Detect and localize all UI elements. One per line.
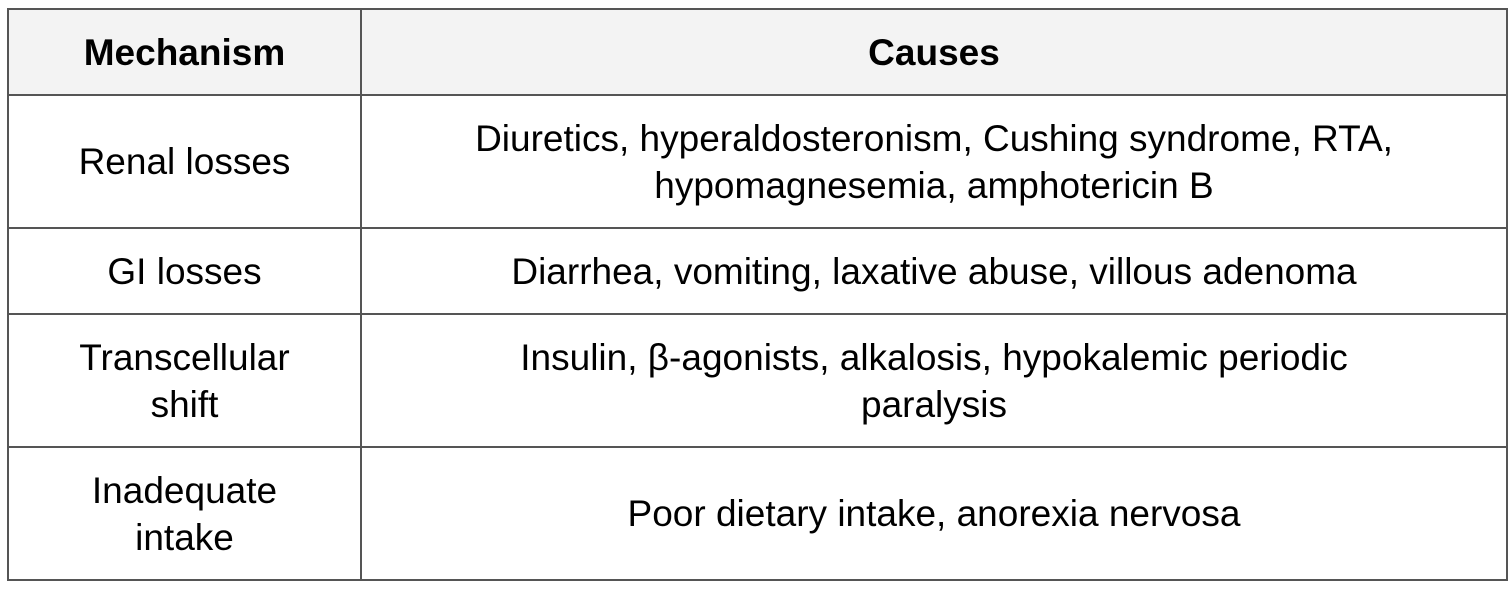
mechanism-cell: Inadequate intake — [8, 447, 361, 580]
mechanism-cell: Renal losses — [8, 95, 361, 228]
table-header-row — [8, 9, 1507, 95]
causes-cell: Diarrhea, vomiting, laxative abuse, villous adenoma — [361, 228, 1507, 314]
table-row — [8, 314, 1507, 447]
causes-cell: Diuretics, hyperaldosteronism, Cushing syndrome, RTA, hypomagnesemia, amphotericin B — [361, 95, 1507, 228]
table-row — [8, 447, 1507, 580]
causes-cell: Poor dietary intake, anorexia nervosa — [361, 447, 1507, 580]
mechanism-cell: GI losses — [8, 228, 361, 314]
table-row — [8, 95, 1507, 228]
causes-cell: Insulin, β-agonists, alkalosis, hypokalemic periodic paralysis — [361, 314, 1507, 447]
causes-table — [7, 8, 1508, 581]
table-row — [8, 228, 1507, 314]
column-header-causes: Causes — [361, 9, 1507, 95]
column-header-mechanism: Mechanism — [8, 9, 361, 95]
mechanism-cell: Transcellular shift — [8, 314, 361, 447]
